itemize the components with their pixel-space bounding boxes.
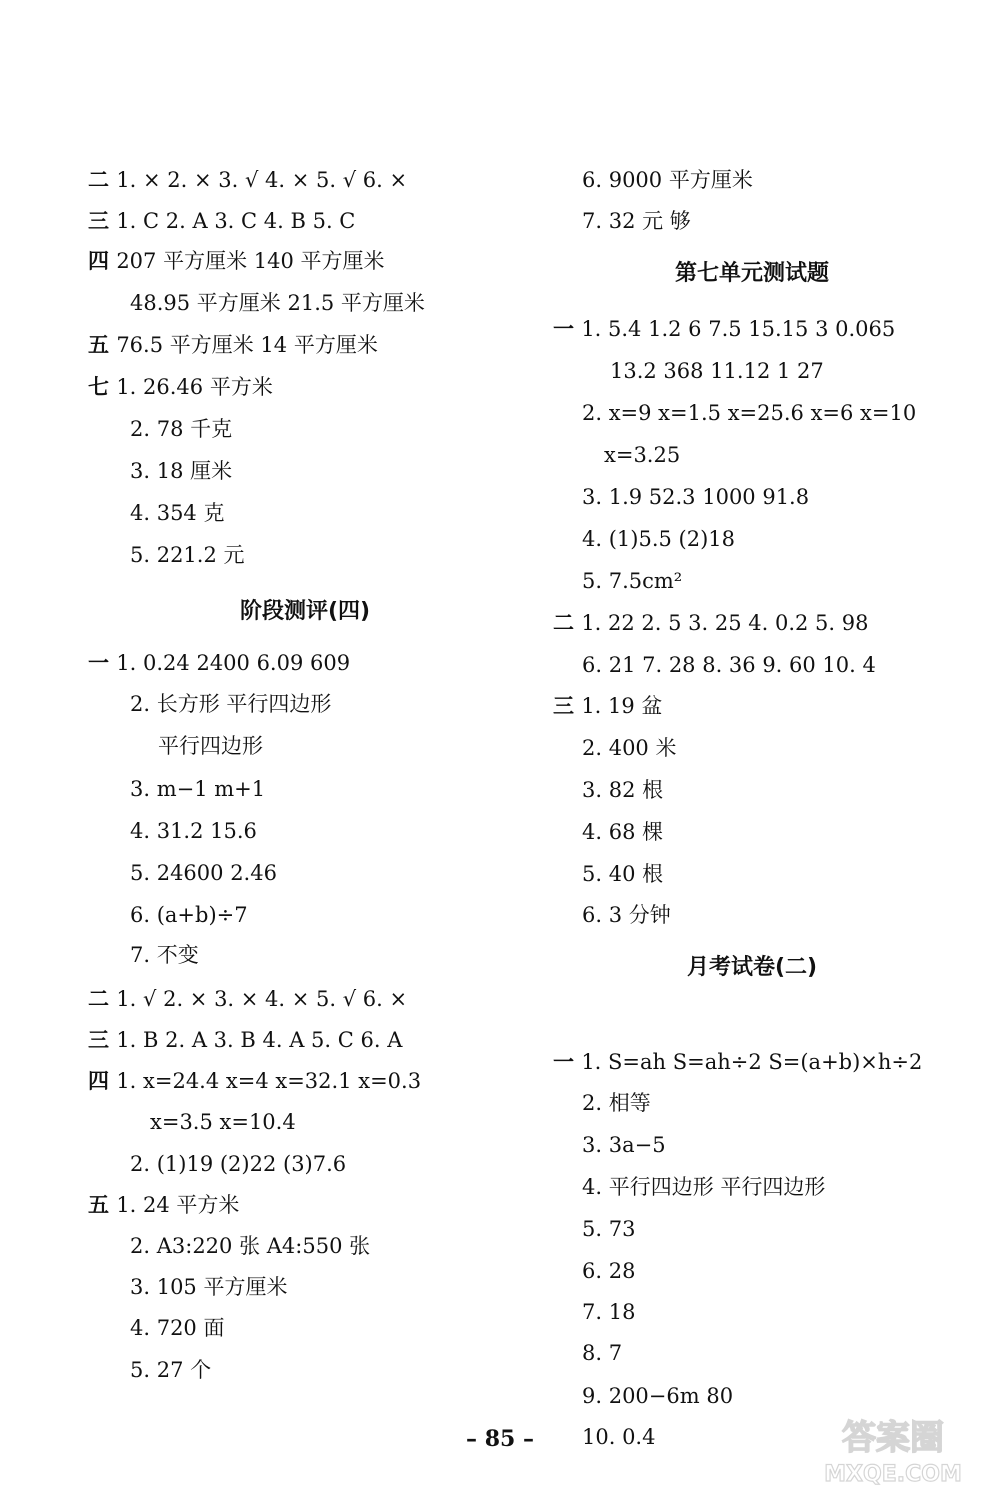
section-title: 阶段测评(四) — [239, 599, 371, 624]
section-numeral: 五 — [88, 333, 117, 357]
section-numeral: 三 — [88, 209, 117, 233]
right-answer-line: 10. 0.4 — [582, 1425, 656, 1449]
right-answer-line: 三 1. 19 盆 — [553, 694, 663, 718]
section-numeral: 一 — [88, 651, 117, 675]
left-answer-line: 二 1. √ 2. × 3. × 4. × 5. √ 6. × — [88, 987, 408, 1011]
watermark-logo — [798, 1409, 988, 1489]
left-answer-line: 五 76.5 平方厘米 14 平方厘米 — [88, 333, 378, 357]
right-answer-line: 4. 68 棵 — [582, 820, 664, 844]
left-answer-line: 四 207 平方厘米 140 平方厘米 — [88, 249, 385, 273]
left-answer-line: 5. 27 个 — [130, 1358, 212, 1382]
left-answer-line: 3. 105 平方厘米 — [130, 1275, 288, 1299]
right-answer-line: 3. 82 根 — [582, 778, 664, 802]
left-answer-line: 3. 18 厘米 — [130, 459, 233, 483]
section-numeral: 二 — [88, 168, 117, 192]
right-answer-line: x=3.25 — [604, 443, 681, 467]
right-answer-line: 2. 相等 — [582, 1091, 651, 1115]
right-answer-line: 一 1. S=ah S=ah÷2 S=(a+b)×h÷2 — [553, 1050, 923, 1074]
left-answer-line: 2. (1)19 (2)22 (3)7.6 — [130, 1152, 347, 1176]
section-numeral: 四 — [88, 1069, 117, 1093]
watermark-site: MXQE.COM — [824, 1462, 962, 1487]
right-answer-line: 3. 3a−5 — [582, 1133, 666, 1157]
right-answer-line: 5. 7.5cm² — [582, 569, 683, 593]
section-numeral: 五 — [88, 1193, 117, 1217]
watermark-text: 答案圈 — [842, 1418, 944, 1458]
section-numeral: 一 — [553, 1050, 582, 1074]
left-answer-line: 5. 221.2 元 — [130, 543, 245, 567]
left-answer-line: 平行四边形 — [158, 734, 263, 758]
right-answer-line: 8. 7 — [582, 1341, 623, 1365]
left-answer-line: 4. 720 面 — [130, 1316, 225, 1340]
left-answer-line: 五 1. 24 平方米 — [88, 1193, 240, 1217]
left-answer-line: 5. 24600 2.46 — [130, 861, 277, 885]
right-answer-line: 3. 1.9 52.3 1000 91.8 — [582, 485, 810, 509]
section-numeral: 三 — [88, 1028, 117, 1052]
page-number: – 85 – — [466, 1426, 534, 1452]
left-answer-line: 2. A3:220 张 A4:550 张 — [130, 1234, 371, 1258]
right-answer-line: 5. 40 根 — [582, 862, 664, 886]
left-answer-line: 三 1. B 2. A 3. B 4. A 5. C 6. A — [88, 1028, 403, 1052]
section-numeral: 三 — [553, 694, 582, 718]
right-answer-line: 二 1. 22 2. 5 3. 25 4. 0.2 5. 98 — [553, 611, 869, 635]
left-answer-line: 二 1. × 2. × 3. √ 4. × 5. √ 6. × — [88, 168, 408, 192]
section-title: 月考试卷(二) — [686, 955, 818, 980]
left-answer-line: 2. 78 千克 — [130, 417, 233, 441]
right-answer-line: 13.2 368 11.12 1 27 — [610, 359, 824, 383]
left-answer-line: 3. m−1 m+1 — [130, 777, 266, 801]
right-answer-line: 7. 18 — [582, 1300, 636, 1324]
left-answer-line: 三 1. C 2. A 3. C 4. B 5. C — [88, 209, 356, 233]
right-answer-line: 6. 9000 平方厘米 — [582, 168, 753, 192]
right-answer-line: 6. 28 — [582, 1259, 636, 1283]
left-answer-line: x=3.5 x=10.4 — [150, 1110, 296, 1134]
left-answer-line: 四 1. x=24.4 x=4 x=32.1 x=0.3 — [88, 1069, 422, 1093]
left-answer-line: 一 1. 0.24 2400 6.09 609 — [88, 651, 351, 675]
section-title: 第七单元测试题 — [674, 261, 829, 286]
right-answer-line: 6. 21 7. 28 8. 36 9. 60 10. 4 — [582, 653, 876, 677]
right-answer-line: 4. 平行四边形 平行四边形 — [582, 1175, 826, 1199]
left-answer-line: 七 1. 26.46 平方米 — [88, 375, 273, 399]
section-numeral: 二 — [88, 987, 117, 1011]
section-numeral: 一 — [553, 317, 582, 341]
section-numeral: 七 — [88, 375, 117, 399]
left-answer-line: 4. 31.2 15.6 — [130, 819, 257, 843]
section-numeral: 二 — [553, 611, 582, 635]
right-answer-line: 2. x=9 x=1.5 x=25.6 x=6 x=10 — [582, 401, 917, 425]
left-answer-line: 6. (a+b)÷7 — [130, 903, 248, 927]
right-answer-line: 5. 73 — [582, 1217, 636, 1241]
right-answer-line: 9. 200−6m 80 — [582, 1384, 734, 1408]
left-answer-line: 48.95 平方厘米 21.5 平方厘米 — [130, 291, 425, 315]
right-answer-line: 7. 32 元 够 — [582, 209, 691, 233]
left-answer-line: 4. 354 克 — [130, 501, 225, 525]
left-answer-line: 2. 长方形 平行四边形 — [130, 692, 332, 716]
right-answer-line: 6. 3 分钟 — [582, 903, 671, 927]
right-answer-line: 2. 400 米 — [582, 736, 677, 760]
right-answer-line: 一 1. 5.4 1.2 6 7.5 15.15 3 0.065 — [553, 317, 896, 341]
right-answer-line: 4. (1)5.5 (2)18 — [582, 527, 735, 551]
section-numeral: 四 — [88, 249, 117, 273]
left-answer-line: 7. 不变 — [130, 943, 199, 967]
